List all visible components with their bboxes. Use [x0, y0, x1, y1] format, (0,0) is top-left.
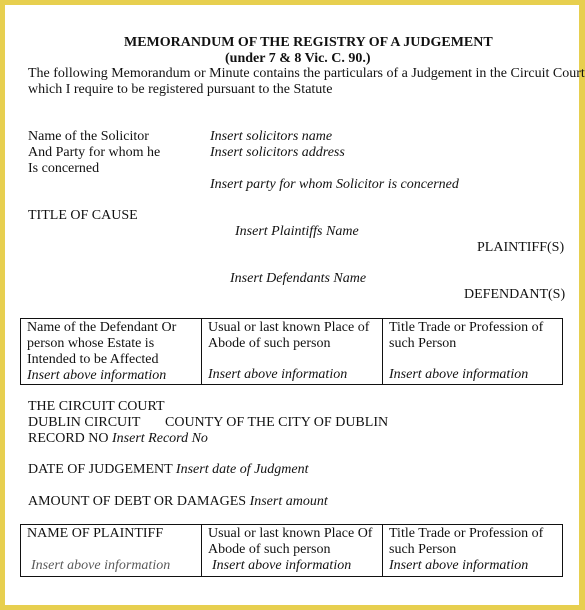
table-cell[interactable] — [202, 319, 383, 385]
table-row — [21, 319, 563, 385]
solicitor-label-line-1: Name of the Solicitor — [28, 129, 149, 144]
title-of-cause-label: TITLE OF CAUSE — [28, 208, 138, 223]
abode-column-header: Usual or last known Place of Abode of such person — [208, 320, 370, 351]
table-cell[interactable] — [383, 525, 563, 577]
party-concerned-field[interactable]: Insert party for whom Solicitor is concerned — [210, 177, 459, 192]
table-cell[interactable] — [202, 525, 383, 577]
record-number-label — [28, 431, 208, 447]
insert-note: Insert above information — [27, 368, 167, 383]
plaintiff-details-table — [20, 524, 563, 577]
defendant-name-field[interactable]: Insert Defendants Name — [230, 271, 367, 286]
plaintiff-column-header: NAME OF PLAINTIFF — [27, 526, 164, 541]
defendant-column-header: Name of the Defendant Or person whose Estate is Intended to be Affected — [27, 320, 177, 367]
profession-column-header: Title Trade or Profession of such Person — [389, 526, 544, 557]
plaintiff-name-field[interactable]: Insert Plaintiffs Name — [235, 224, 359, 239]
table-cell[interactable] — [383, 319, 563, 385]
solicitor-address-field[interactable]: Insert solicitors address — [210, 145, 345, 160]
table-cell[interactable] — [21, 319, 202, 385]
court-county: COUNTY OF THE CITY OF DUBLIN — [165, 415, 389, 430]
insert-note: Insert above information — [389, 558, 529, 573]
defendant-label: DEFENDANT(S) — [464, 287, 566, 302]
insert-note: Insert above information — [31, 558, 171, 573]
solicitor-label-line-3: Is concerned — [28, 161, 100, 176]
amount-label: AMOUNT OF DEBT OR DAMAGES — [28, 494, 247, 509]
record-number-field[interactable]: Insert Record No — [112, 431, 208, 446]
record-label: RECORD NO — [28, 431, 109, 446]
solicitor-name-field[interactable]: Insert solicitors name — [210, 129, 333, 144]
document-title: MEMORANDUM OF THE REGISTRY OF A JUDGEMENT — [124, 35, 493, 50]
court-name: THE CIRCUIT COURT — [28, 399, 165, 414]
solicitor-label-line-2: And Party for whom he — [28, 145, 161, 160]
insert-note: Insert above information — [212, 558, 352, 573]
judgement-date-row — [28, 462, 309, 478]
plaintiff-label: PLAINTIFF(S) — [477, 240, 565, 255]
intro-line-1: The following Memorandum or Minute contains the particulars of a Judgement in the Circuit Court — [28, 66, 585, 81]
insert-note: Insert above information — [389, 367, 529, 382]
table-cell[interactable] — [21, 525, 202, 577]
profession-column-header: Title Trade or Profession of such Person — [389, 320, 544, 351]
defendant-details-table — [20, 318, 563, 385]
table-row — [21, 525, 563, 577]
court-circuit: DUBLIN CIRCUIT — [28, 415, 141, 430]
amount-row — [28, 494, 328, 510]
judgement-date-field[interactable]: Insert date of Judgment — [175, 462, 309, 477]
abode-column-header: Usual or last known Place Of Abode of such person — [208, 526, 373, 557]
judgement-date-label: DATE OF JUDGEMENT — [28, 462, 173, 477]
amount-field[interactable]: Insert amount — [249, 494, 328, 509]
document-subtitle: (under 7 & 8 Vic. C. 90.) — [225, 51, 371, 66]
intro-line-2: which I require to be registered pursuant to the Statute — [28, 82, 333, 97]
insert-note: Insert above information — [208, 367, 348, 382]
